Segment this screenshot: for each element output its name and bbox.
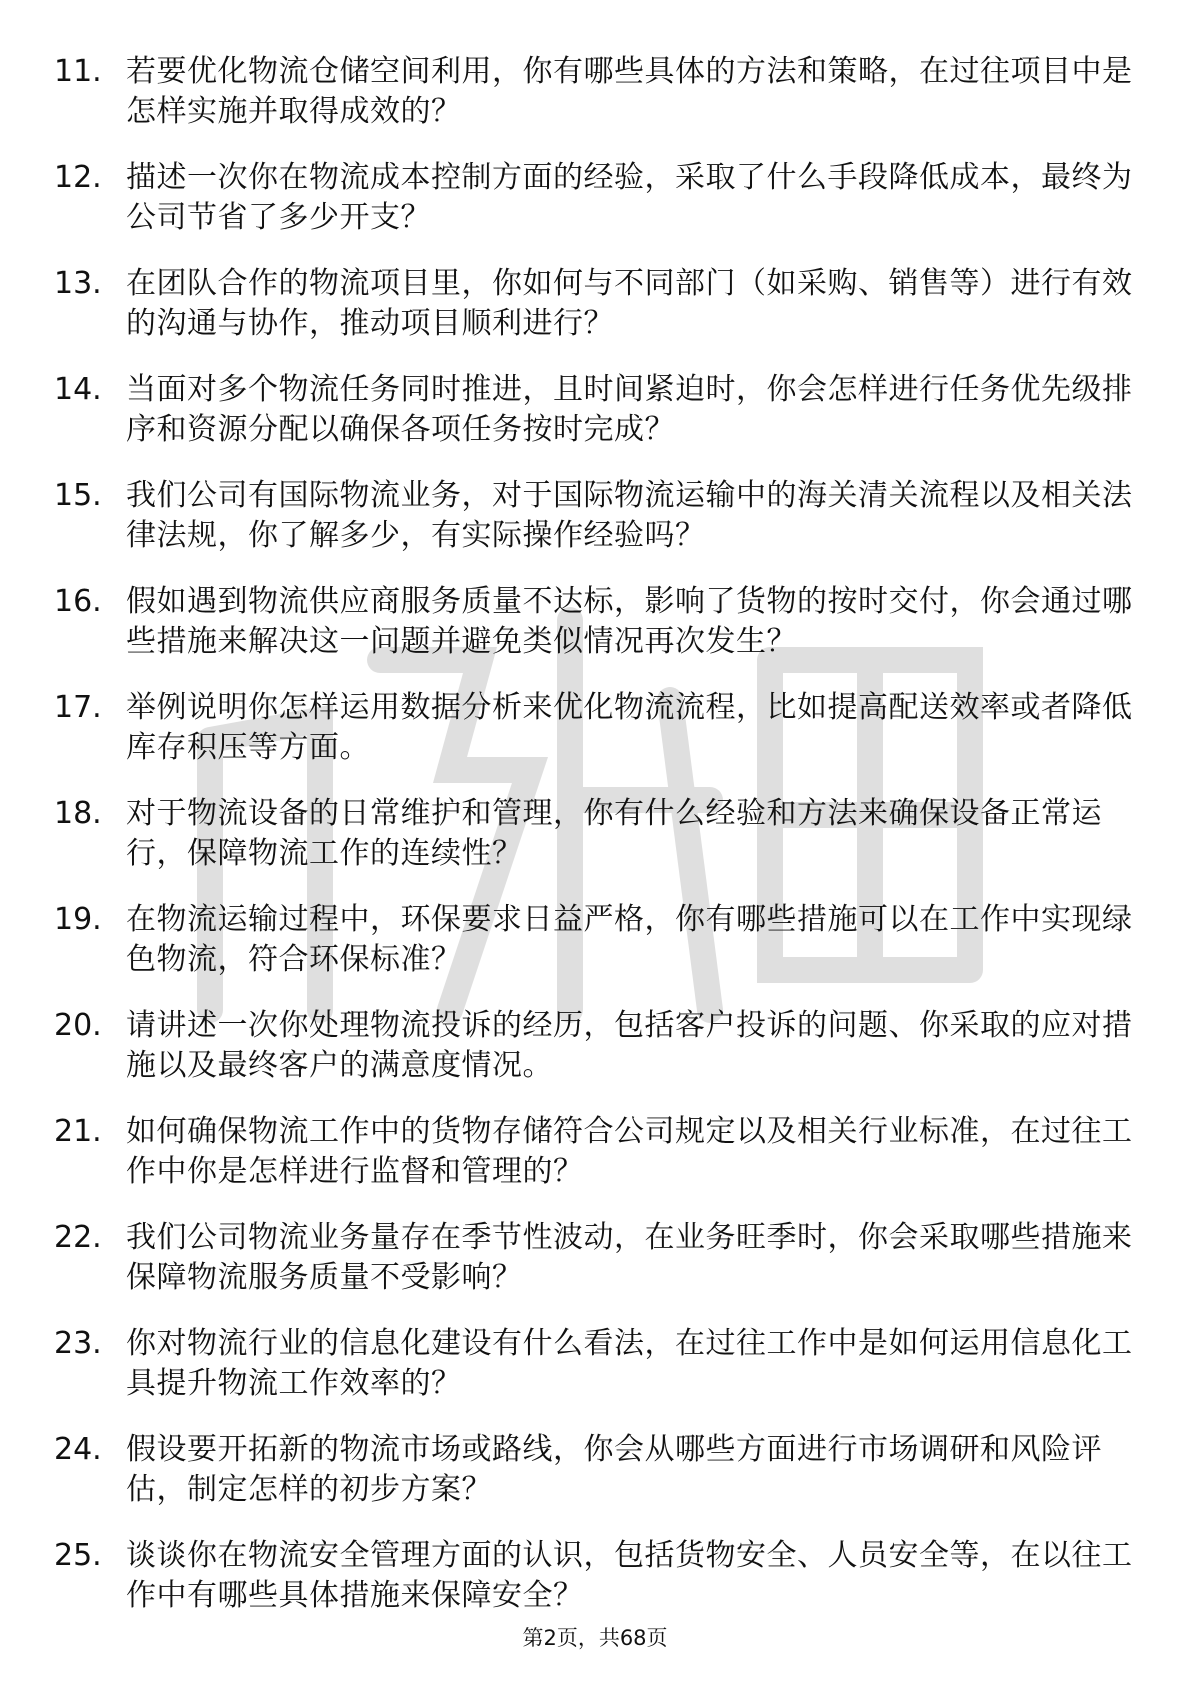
question-number: 22.: [54, 1220, 102, 1255]
question-number: 19.: [54, 902, 102, 937]
question-item: [54, 1536, 1134, 1616]
question-text: 假设要开拓新的物流市场或路线，你会从哪些方面进行市场调研和风险评估，制定怎样的初步方案？: [126, 1432, 1102, 1507]
question-text: 请讲述一次你处理物流投诉的经历，包括客户投诉的问题、你采取的应对措施以及最终客户的满意度情况。: [126, 1008, 1133, 1083]
question-item: [54, 582, 1134, 662]
question-number: 16.: [54, 584, 102, 619]
question-text: 当面对多个物流任务同时推进，且时间紧迫时，你会怎样进行任务优先级排序和资源分配以确保各项任务按时完成？: [126, 372, 1133, 447]
question-text: 在团队合作的物流项目里，你如何与不同部门（如采购、销售等）进行有效的沟通与协作，推动项目顺利进行？: [126, 266, 1133, 341]
question-item: [54, 794, 1134, 874]
question-item: [54, 370, 1134, 450]
page-footer: 第2页，共68页: [522, 1626, 668, 1650]
question-item: [54, 1430, 1134, 1510]
question-item: [54, 1218, 1134, 1298]
question-list: [54, 52, 1134, 1642]
question-text: 若要优化物流仓储空间利用，你有哪些具体的方法和策略，在过往项目中是怎样实施并取得成效的？: [126, 54, 1133, 129]
question-number: 17.: [54, 690, 102, 725]
question-item: [54, 158, 1134, 238]
question-number: 21.: [54, 1114, 102, 1149]
question-item: [54, 688, 1134, 768]
question-number: 15.: [54, 478, 102, 513]
question-text: 举例说明你怎样运用数据分析来优化物流流程，比如提高配送效率或者降低库存积压等方面。: [126, 690, 1133, 765]
question-item: [54, 1006, 1134, 1086]
question-text: 描述一次你在物流成本控制方面的经验，采取了什么手段降低成本，最终为公司节省了多少开支？: [126, 160, 1133, 235]
question-item: [54, 52, 1134, 132]
question-number: 18.: [54, 796, 102, 831]
question-item: [54, 1324, 1134, 1404]
question-text: 对于物流设备的日常维护和管理，你有什么经验和方法来确保设备正常运行，保障物流工作的连续性？: [126, 796, 1102, 871]
question-item: [54, 264, 1134, 344]
question-number: 23.: [54, 1326, 102, 1361]
question-item: [54, 476, 1134, 556]
question-item: [54, 900, 1134, 980]
question-number: 11.: [54, 54, 102, 89]
question-item: [54, 1112, 1134, 1192]
question-text: 你对物流行业的信息化建设有什么看法，在过往工作中是如何运用信息化工具提升物流工作效率的？: [126, 1326, 1133, 1401]
question-number: 12.: [54, 160, 102, 195]
question-text: 如何确保物流工作中的货物存储符合公司规定以及相关行业标准，在过往工作中你是怎样进行监督和管理的？: [126, 1114, 1133, 1189]
question-text: 假如遇到物流供应商服务质量不达标，影响了货物的按时交付，你会通过哪些措施来解决这一问题并避免类似情况再次发生？: [126, 584, 1133, 659]
question-number: 25.: [54, 1538, 102, 1573]
question-number: 24.: [54, 1432, 102, 1467]
question-number: 20.: [54, 1008, 102, 1043]
question-number: 14.: [54, 372, 102, 407]
question-text: 我们公司物流业务量存在季节性波动，在业务旺季时，你会采取哪些措施来保障物流服务质量不受影响？: [126, 1220, 1133, 1295]
question-text: 在物流运输过程中，环保要求日益严格，你有哪些措施可以在工作中实现绿色物流，符合环保标准？: [126, 902, 1133, 977]
question-number: 13.: [54, 266, 102, 301]
question-text: 谈谈你在物流安全管理方面的认识，包括货物安全、人员安全等，在以往工作中有哪些具体措施来保障安全？: [126, 1538, 1133, 1613]
question-text: 我们公司有国际物流业务，对于国际物流运输中的海关清关流程以及相关法律法规，你了解多少，有实际操作经验吗？: [126, 478, 1133, 553]
